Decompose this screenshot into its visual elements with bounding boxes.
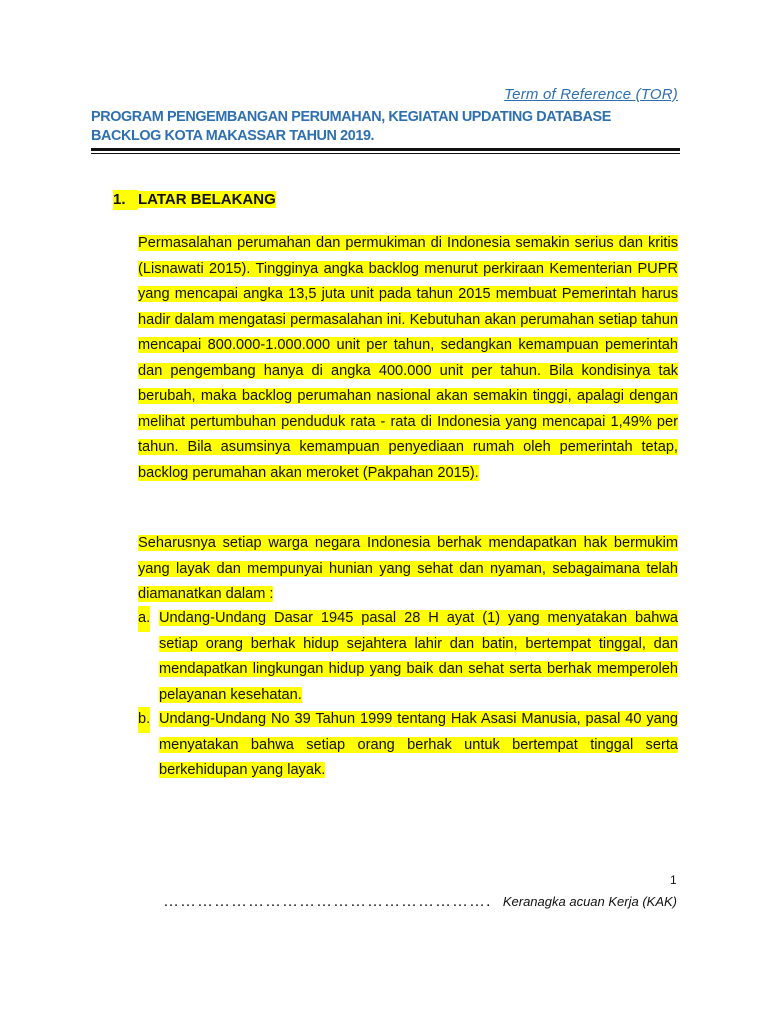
document-title-line-1: PROGRAM PENGEMBANGAN PERUMAHAN, KEGIATAN UPDATING DATABASE (91, 109, 611, 125)
document-title-line-2: BACKLOG KOTA MAKASSAR TAHUN 2019. (91, 128, 375, 144)
section-number: 1. (113, 190, 138, 210)
footer-dots: …………………………………………………. (163, 893, 492, 910)
legal-basis-list-b (138, 707, 678, 784)
document-title (91, 108, 691, 146)
paragraph-hak-bermukim (138, 531, 678, 608)
list-item (138, 707, 678, 784)
list-marker: a. (138, 606, 150, 632)
legal-basis-list-a (138, 606, 678, 708)
paragraph-2-text: Seharusnya setiap warga negara Indonesia berhak mendapatkan hak bermukim yang layak dan mempunyai hunian yang sehat dan nyaman, sebagaimana telah diamanatkan dalam : (138, 535, 678, 602)
list-item-text: Undang-Undang Dasar 1945 pasal 28 H ayat (1) yang menyatakan bahwa setiap orang berhak hidup sejahtera lahir dan batin, bertempat tinggal, dan mendapatkan lingkungan hidup yang baik dan sehat serta berhak memperoleh pelayanan kesehatan. (159, 610, 678, 703)
list-item-text: Undang-Undang No 39 Tahun 1999 tentang Hak Asasi Manusia, pasal 40 yang menyatakan bahwa setiap orang berhak untuk bertempat tinggal serta berkehidupan yang layak. (159, 711, 678, 778)
page-number: 1 (670, 873, 677, 887)
section-heading (113, 190, 276, 210)
footer-label: Keranagka acuan Kerja (KAK) (502, 894, 677, 909)
tor-title: Term of Reference (TOR) (504, 86, 678, 103)
paragraph-latar-belakang (138, 231, 678, 486)
header-rule-thin (91, 153, 680, 154)
header-rule-thick (91, 148, 680, 151)
section-title: LATAR BELAKANG (138, 191, 276, 208)
list-marker: b. (138, 707, 150, 733)
list-item (138, 606, 678, 708)
paragraph-1-text: Permasalahan perumahan dan permukiman di Indonesia semakin serius dan kritis (Lisnawati 2015). Tingginya angka backlog menurut perkiraan Kementerian PUPR yang mencapai angka 13,5 juta unit pada tahun 2015 membuat Pemerintah harus hadir dalam mengatasi permasalahan ini. Kebutuhan akan perumahan setiap tahun mencapai 800.000-1.000.000 unit per tahun, sedangkan kemampuan pemerintah dan pengembang hanya di angka 400.000 unit per tahun. Bila kondisinya tak berubah, maka backlog perumahan nasional akan semakin tinggi, apalagi dengan melihat pertumbuhan penduduk rata - rata di Indonesia yang mencapai 1,49% per tahun. Bila asumsinya kemampuan penyediaan rumah oleh pemerintah tetap, backlog perumahan akan meroket (Pakpahan 2015). (138, 235, 678, 481)
